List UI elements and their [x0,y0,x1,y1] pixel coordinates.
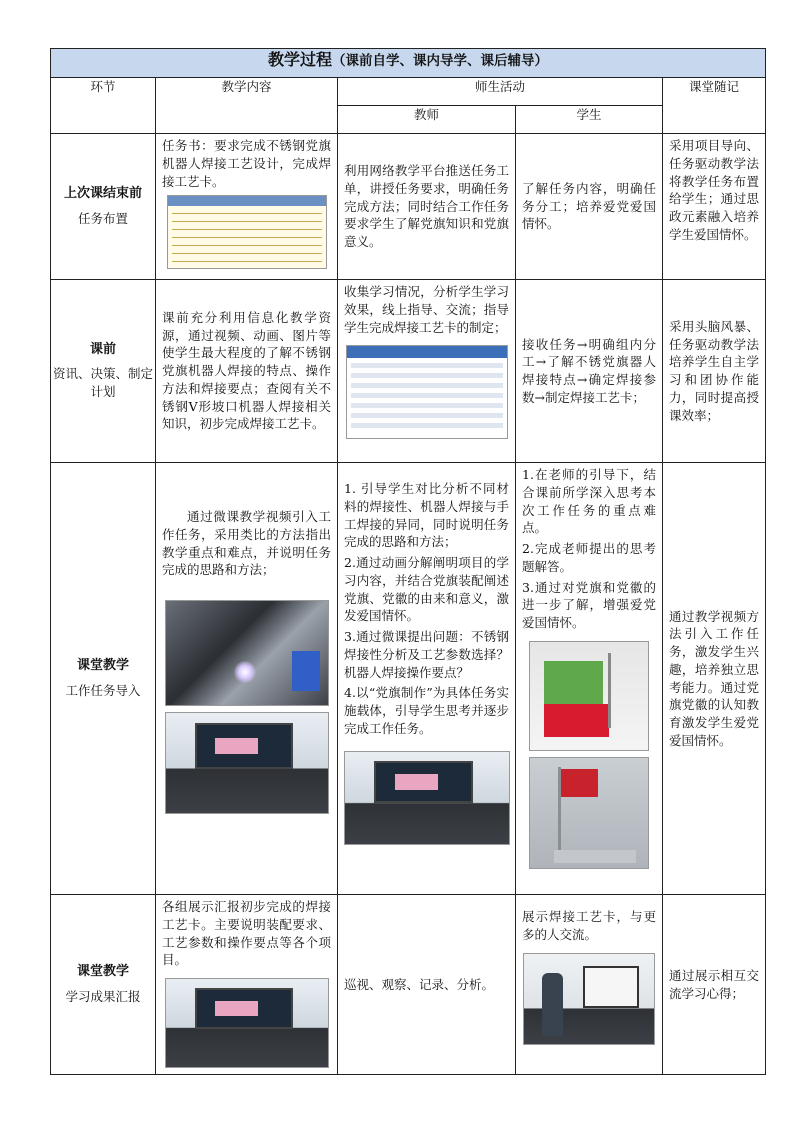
teacher-classroom-image [344,751,510,845]
student-cell [516,895,663,1075]
flag-model-image [529,641,649,751]
notes-cell [663,463,766,895]
stage-name: 课堂教学 [76,964,129,980]
student-presenting-image [523,953,655,1045]
student-text: 展示焊接工艺卡，与更多的人交流。 [522,909,656,942]
content-text: 各组展示汇报初步完成的焊接工艺卡。主要说明装配要求、工艺参数和操作要点等各个项目。 [162,899,331,968]
classroom-animation-image [165,712,329,814]
student-cell [516,463,663,895]
notes-text: 通过展示相互交流学习心得； [669,967,759,1001]
notes-cell [663,280,766,463]
teacher-item: 1. 引导学生对比分析不同材料的焊接性、机器人焊接与手工焊接的异同，同时说明任务完成的思路和方法； [344,481,509,550]
stage-cell [51,134,156,280]
welding-video-image [165,600,329,706]
notes-text: 通过教学视频方法引入工作任务，激发学生兴趣，培养独立思考能力。通过党旗党徽的认知教育激发学生爱党爱国情怀。 [669,608,759,748]
stage-cell [51,463,156,895]
stage-name: 课前 [89,342,116,358]
teacher-text: 巡视、观察、记录、分析。 [344,976,495,992]
teacher-item: 3.通过微课提出问题：不锈钢焊接性分析及工艺参数选择？机器人焊接操作要点？ [344,629,509,680]
stage-name: 上次课结束前 [63,186,142,202]
task-sheet-image [167,195,327,269]
stage-cell [51,280,156,463]
teacher-cell [338,134,516,280]
teacher-header: 教师 [338,106,516,134]
content-cell [156,134,338,280]
table-row [51,463,766,895]
table-title-cell [51,49,766,78]
header-row-1 [51,78,766,106]
teacher-cell [338,463,516,895]
table-row [51,895,766,1075]
student-text: 了解任务内容，明确任务分工；培养爱党爱国情怀。 [522,180,656,232]
stage-name: 课堂教学 [76,658,129,674]
table-subtitle: （课前自学、课内导学、课后辅导） [332,53,548,69]
content-text: 课前充分利用信息化教学资源，通过视频、动画、图片等使学生最大程度的了解不锈钢党旗机器人焊接的特点、操作方法和焊接要点；查阅有关不锈钢V形坡口机器人焊接相关知识，初步完成焊接工艺卡。 [162,309,331,432]
student-item: 2.完成老师提出的思考题解答。 [522,541,656,574]
student-cell [516,134,663,280]
content-cell [156,463,338,895]
stage-sub: 学习成果汇报 [65,988,141,1004]
stage-cell [51,895,156,1075]
student-cell [516,280,663,463]
table-row [51,134,766,280]
teacher-cell [338,895,516,1075]
teacher-item: 2.通过动画分解阐明项目的学习内容，并结合党旗装配阐述党旗、党徽的由来和意义，激发爱国情怀。 [344,555,509,624]
table-title-row [51,49,766,78]
student-text: 接收任务→明确组内分工→了解不锈党旗器人焊接特点→确定焊接参数→制定焊接工艺卡； [522,336,656,405]
table-title: 教学过程 [267,50,332,69]
student-item: 1.在老师的引导下，结合课前所学深入思考本次工作任务的重点难点。 [522,467,656,536]
notes-header: 课堂随记 [663,78,766,134]
notes-text: 采用项目导向、任务驱动教学法将教学任务布置给学生；通过思政元素融入培养学生爱国情怀。 [669,138,759,242]
teacher-cell [338,280,516,463]
table-row [51,280,766,463]
notes-cell [663,134,766,280]
notes-cell [663,895,766,1075]
web-platform-image [346,345,508,439]
student-header: 学生 [516,106,663,134]
flag-on-pole-image [529,757,649,869]
content-cell [156,280,338,463]
stage-header: 环节 [51,78,156,134]
content-header: 教学内容 [156,78,338,134]
group-report-image [165,978,329,1068]
stage-sub: 资讯、决策、制定计划 [52,366,153,400]
content-text: 通过微课教学视频引入工作任务，采用类比的方法指出教学重点和难点，并说明任务完成的思路和方法； [162,509,331,578]
content-text: 任务书：要求完成不锈钢党旗机器人焊接工艺设计，完成焊接工艺卡。 [162,138,331,189]
content-cell [156,895,338,1075]
teacher-text: 收集学习情况，分析学生学习效果，线上指导、交流；指导学生完成焊接工艺卡的制定； [344,284,509,335]
activity-header: 师生活动 [338,78,663,106]
stage-sub: 任务布置 [77,210,128,226]
student-item: 3.通过对党旗和党徽的进一步了解，增强爱党爱国情怀。 [522,579,656,630]
teaching-process-table [50,48,766,1075]
teacher-text: 利用网络教学平台推送任务工单，讲授任务要求，明确任务完成方法；同时结合工作任务要求学生了解党旗知识和党旗意义。 [344,163,509,250]
teacher-item: 4.以“党旗制作”为具体任务实施载体，引导学生思考并逐步完成工作任务。 [344,685,509,736]
notes-text: 采用头脑风暴、任务驱动教学法培养学生自主学习和团协作能力，同时提高授课效率； [669,318,759,423]
stage-sub: 工作任务导入 [65,682,141,698]
